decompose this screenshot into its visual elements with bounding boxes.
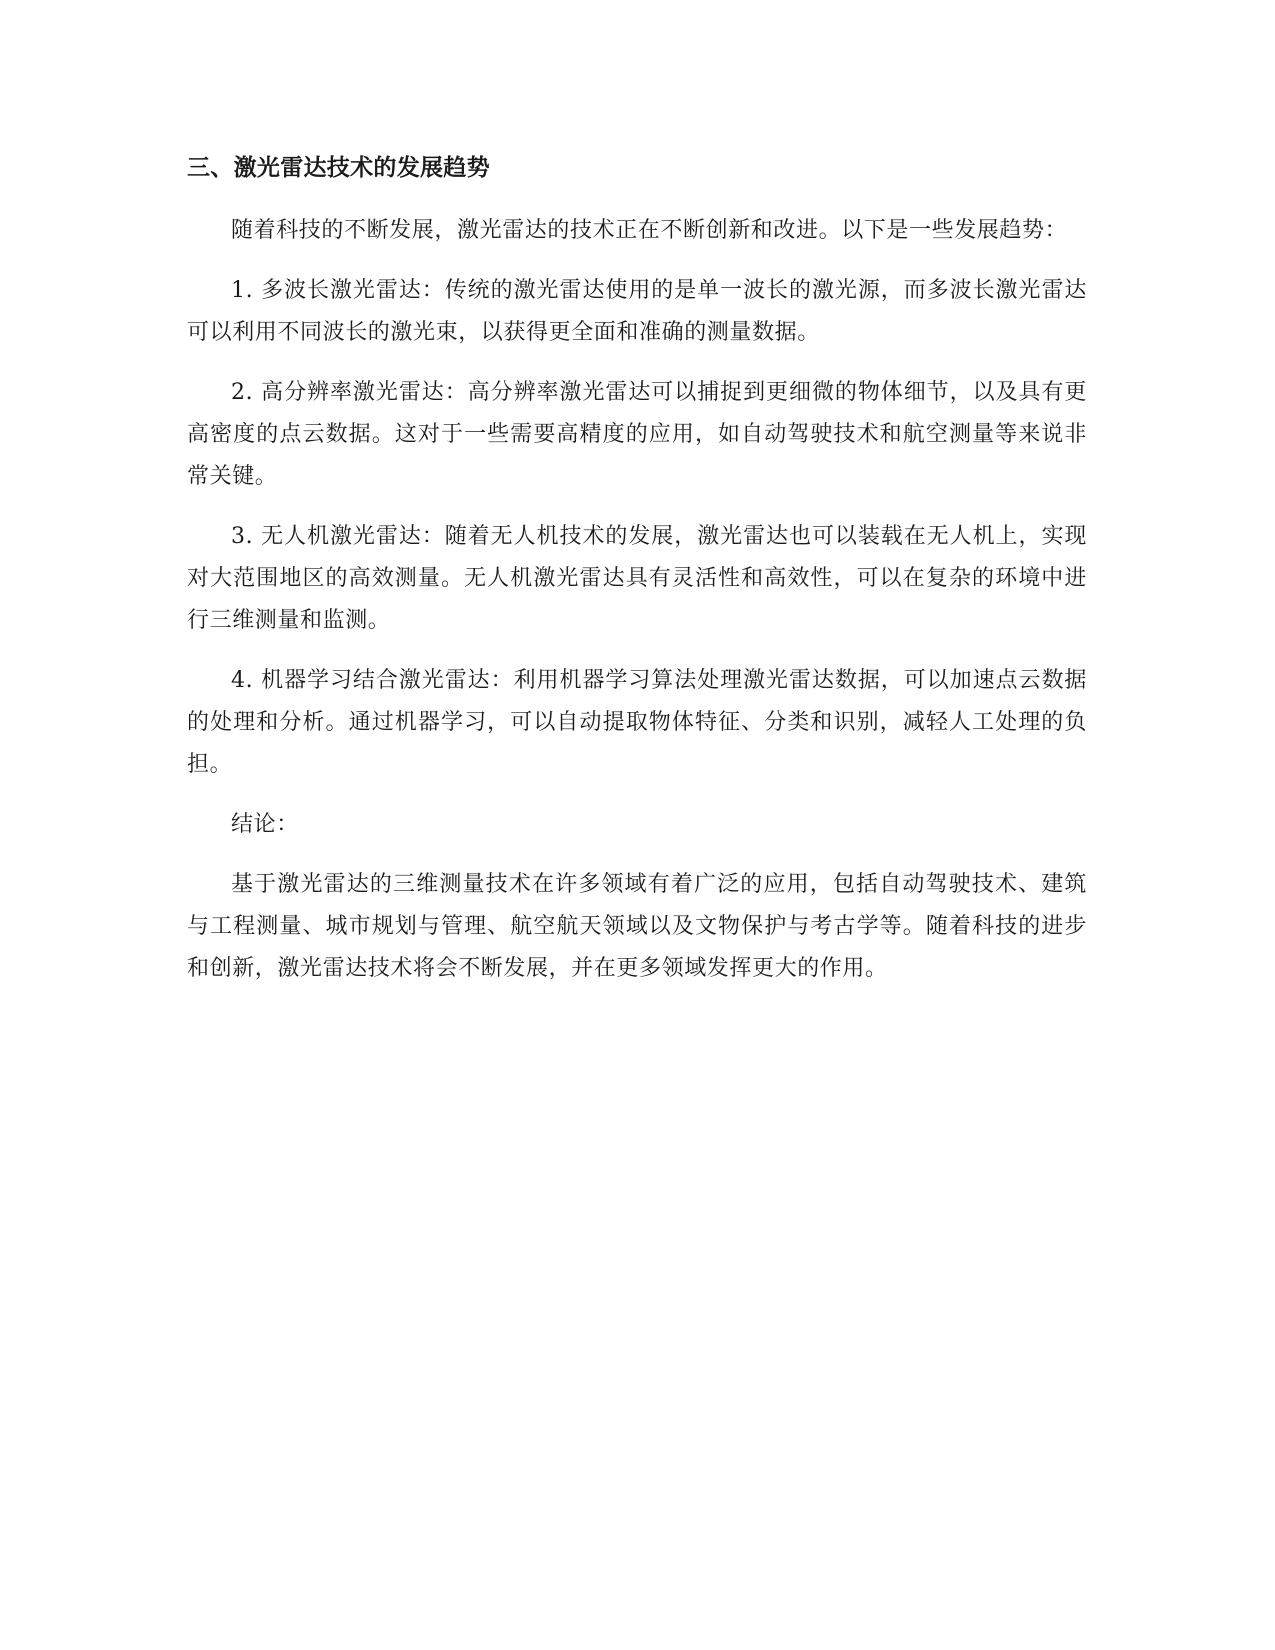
trend-item-multi-wavelength: 1. 多波长激光雷达：传统的激光雷达使用的是单一波长的激光源，而多波长激光雷达可以利用不同波长的激光束，以获得更全面和准确的测量数据。	[187, 278, 1087, 345]
trend-item-high-resolution: 2. 高分辨率激光雷达：高分辨率激光雷达可以捕捉到更细微的物体细节，以及具有更高密度的点云数据。这对于一些需要高精度的应用，如自动驾驶技术和航空测量等来说非常关键。	[187, 380, 1087, 489]
trend-item-machine-learning: 4. 机器学习结合激光雷达：利用机器学习算法处理激光雷达数据，可以加速点云数据的处理和分析。通过机器学习，可以自动提取物体特征、分类和识别，减轻人工处理的负担。	[187, 668, 1087, 777]
conclusion-paragraph: 基于激光雷达的三维测量技术在许多领域有着广泛的应用，包括自动驾驶技术、建筑与工程测量、城市规划与管理、航空航天领域以及文物保护与考古学等。随着科技的进步和创新，激光雷达技术将会不断发展，并在更多领域发挥更大的作用。	[187, 872, 1087, 981]
document-body	[187, 148, 1087, 1008]
section-heading: 三、激光雷达技术的发展趋势	[187, 155, 490, 181]
trend-item-uav: 3. 无人机激光雷达：随着无人机技术的发展，激光雷达也可以装载在无人机上，实现对大范围地区的高效测量。无人机激光雷达具有灵活性和高效性，可以在复杂的环境中进行三维测量和监测。	[187, 524, 1087, 633]
intro-paragraph: 随着科技的不断发展，激光雷达的技术正在不断创新和改进。以下是一些发展趋势：	[231, 218, 1068, 243]
conclusion-label: 结论：	[231, 812, 299, 837]
